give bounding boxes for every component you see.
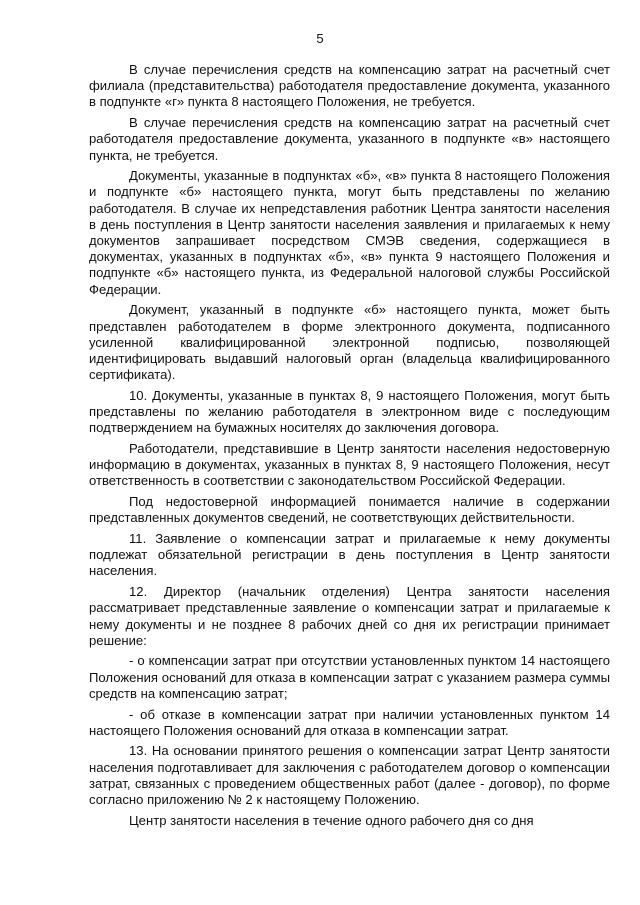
paragraph: 10. Документы, указанные в пунктах 8, 9 настоящего Положения, могут быть представлены по желанию работодателя в электронном виде с последующим подтверждением на бумажных носителях до заключения договора. bbox=[89, 387, 610, 436]
paragraph: Документ, указанный в подпункте «б» настоящего пункта, может быть представлен работодателем в форме электронного документа, подписанного усиленной квалифицированной электронной подписью, позволяющей идентифицировать выдавший налоговый орган (владельца квалифицированного сертификата). bbox=[89, 302, 610, 383]
paragraph: - о компенсации затрат при отсутствии установленных пунктом 14 настоящего Положения оснований для отказа в компенсации затрат с указанием размера суммы средств на компенсацию затрат; bbox=[89, 653, 610, 701]
paragraph: В случае перечисления средств на компенсацию затрат на расчетный счет филиала (представительства) работодателя предоставление документа, указанного в подпункте «г» пункта 8 настоящего Положения, не требуется. bbox=[89, 62, 610, 110]
paragraph: Центр занятости населения в течение одного рабочего дня со дня bbox=[129, 812, 534, 828]
paragraph: 12. Директор (начальник отделения) Центра занятости населения рассматривает представленные заявление о компенсации затрат и прилагаемые к нему документы и не позднее 8 рабочих дней со дня их регистрации принимает решение: bbox=[89, 584, 610, 648]
paragraph: Под недостоверной информацией понимается наличие в содержании представленных документов сведений, не соответствующих действительности. bbox=[89, 494, 610, 526]
paragraph: 11. Заявление о компенсации затрат и прилагаемые к нему документы подлежат обязательной регистрации в день поступления в Центр занятости населения. bbox=[89, 530, 610, 579]
paragraph: - об отказе в компенсации затрат при наличии установленных пунктом 14 настоящего Положения оснований для отказа в компенсации затрат. bbox=[89, 706, 610, 738]
paragraph: 13. На основании принятого решения о компенсации затрат Центр занятости населения подготавливает для заключения с работодателем договор о компенсации затрат, связанных с проведением общественных работ (далее - договор), по форме согласно приложению № 2 к настоящему Положению. bbox=[89, 743, 610, 808]
paragraph: Документы, указанные в подпунктах «б», «в» пункта 8 настоящего Положения и подпункте «б» настоящего пункта, могут быть представлены по желанию работодателя. В случае их непредставления работник Центра занятости населения в день поступления в Центр занятости населения заявления и прилагаемых к нему документов запрашивает посредством СМЭВ сведения, содержащиеся в документах, указанных в подпунктах «б», «в» пункта 9 настоящего Положения и подпункте «б» настоящего пункта, из Федеральной налоговой службы Российской Федерации. bbox=[89, 168, 610, 297]
page-number: 5 bbox=[316, 31, 324, 46]
paragraph: В случае перечисления средств на компенсацию затрат на расчетный счет работодателя предоставление документа, указанного в подпункте «в» настоящего пункта, не требуется. bbox=[89, 115, 610, 163]
document-body bbox=[89, 62, 610, 833]
paragraph: Работодатели, представившие в Центр занятости населения недостоверную информацию в документах, указанных в пунктах 8, 9 настоящего Положения, несут ответственность в соответствии с законодательством Российской Федерации. bbox=[89, 440, 610, 489]
